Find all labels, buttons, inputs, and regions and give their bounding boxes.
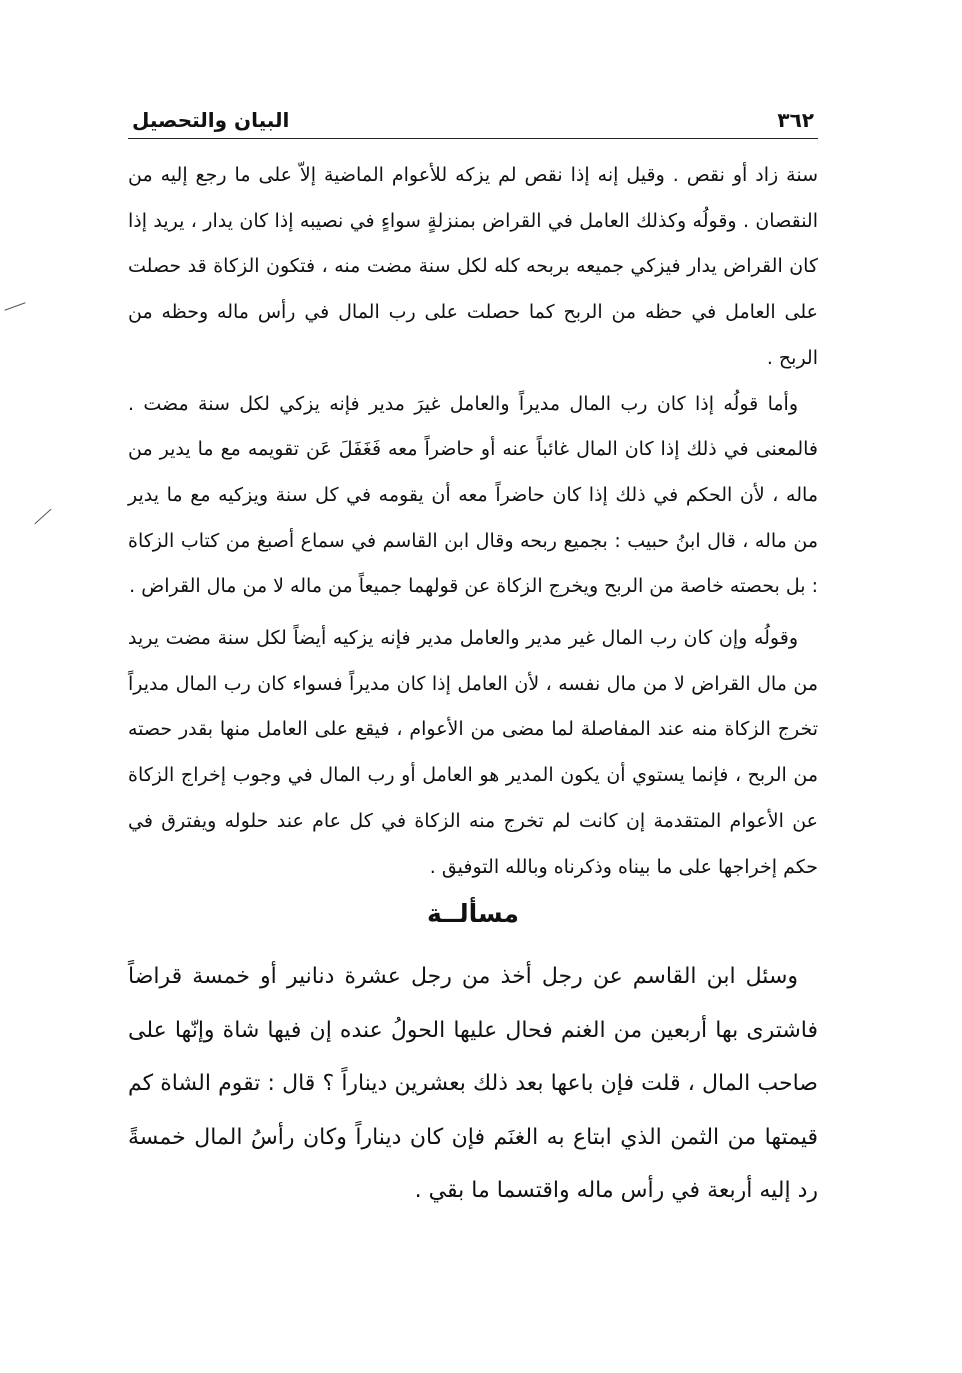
paragraph-1: سنة زاد أو نقص . وقيل إنه إذا نقص لم يزكه للأعوام الماضية إلاّ على ما رجع إليه من النقصان . وقولُه وكذلك العامل في القراض بمنزلةٍ سواءٍ في نصيبه إذا كان يدار ، يريد إذا كان القراض يدار فيزكي جميعه بربحه كله لكل سنة مضت منه ، فتكون الزكاة قد حصلت على العامل في حظه من الربح كما حصلت على رب المال في رأس ماله وحظه من الربح . xyxy=(128,164,818,369)
running-title: البيان والتحصيل xyxy=(132,108,290,132)
page-header xyxy=(128,92,818,132)
book-page xyxy=(128,92,818,1218)
body-text xyxy=(128,153,818,1218)
section-paragraph: وسئل ابن القاسم عن رجل أخذ من رجل عشرة دنانير أو خمسة قراضاً فاشترى بها أربعين من الغنم فحال عليها الحولُ عنده إن فيها شاة وإنّها على صاحب المال ، قلت فإن باعها بعد ذلك بعشرين ديناراً ؟ قال : تقوم الشاة كم قيمتها من الثمن الذي ابتاع به الغنَم فإن كان ديناراً وكان رأسُ المال خمسةً رد إليه أربعة في رأس ماله واقتسما ما بقي . xyxy=(128,964,818,1204)
margin-pen-mark xyxy=(4,302,25,311)
header-rule xyxy=(128,138,818,139)
paragraph-2: وأما قولُه إذا كان رب المال مديراً والعامل غيرَ مدير فإنه يزكي لكل سنة مضت . فالمعنى في ذلك إذا كان المال غائباً عنه أو حاضراً معه فَغَفَلَ عَن تقويمه مع ما يدير من ماله ، لأن الحكم في ذلك إذا كان حاضراً معه أن يقومه في كل سنة ويزكيه مع ما يدير من ماله ، قال ابنُ حبيب : بجميع ربحه وقال ابن القاسم في سماع أصبغ من كتاب الزكاة : بل بحصته خاصة من الربح ويخرج الزكاة عن قولهما جميعاً من ماله لا من مال القراض . xyxy=(128,392,818,598)
paragraph-3: وقولُه وإن كان رب المال غير مدير والعامل مدير فإنه يزكيه أيضاً لكل سنة مضت يريد من مال القراض لا من مال نفسه ، لأن العامل إذا كان مديراً فسواء كان رب المال مديراً تخرج الزكاة منه عند المفاصلة لما مضى من الأعوام ، فيقع على العامل منها بقدر حصته من الربح ، فإنما يستوي أن يكون المدير هو العامل أو رب المال في وجوب إخراج الزكاة عن الأعوام المتقدمة إن كانت لم تخرج منه الزكاة في كل عام عند حلوله ويفترق في حكم إخراجها على ما بيناه وذكرناه وبالله التوفيق . xyxy=(128,627,818,878)
section-title: مسألــة xyxy=(427,899,519,929)
page-number: ٣٦٢ xyxy=(777,108,814,132)
margin-pen-mark xyxy=(34,509,51,525)
